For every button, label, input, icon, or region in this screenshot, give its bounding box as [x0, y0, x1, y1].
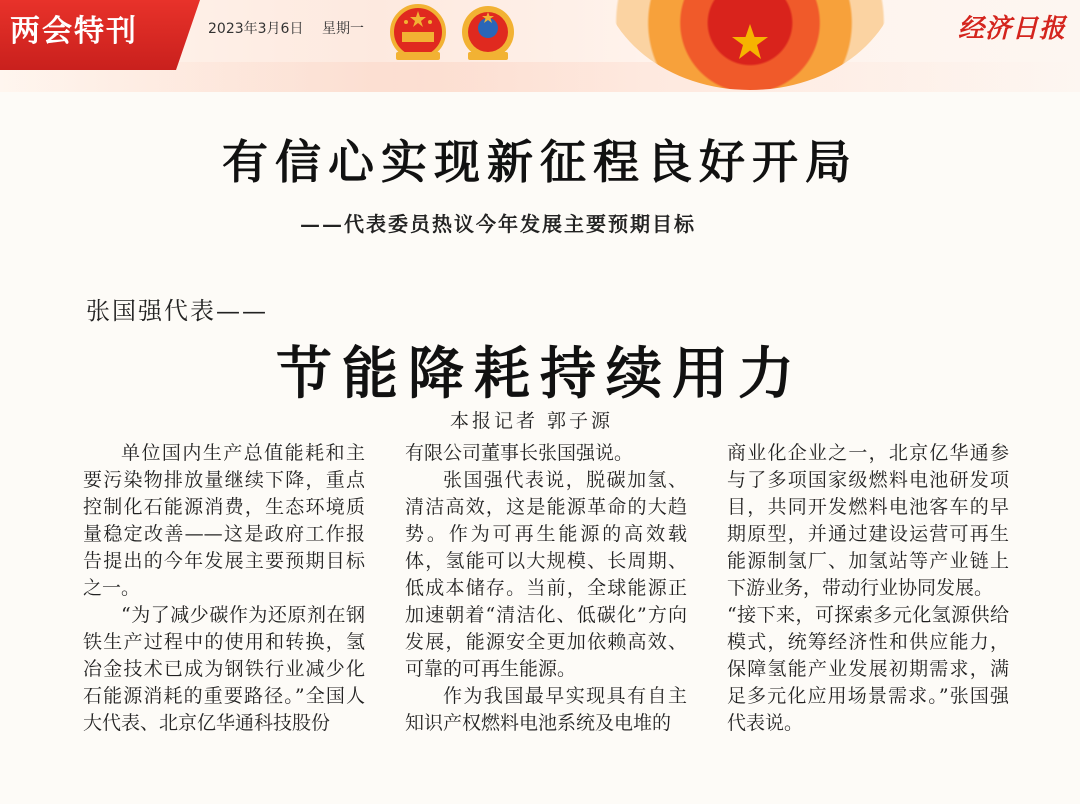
subheadline: ——代表委员热议今年发展主要预期目标 — [300, 212, 696, 236]
article-column-2 — [405, 440, 687, 737]
masthead-banner — [0, 0, 1080, 92]
national-emblem-icon — [388, 2, 448, 66]
cppcc-emblem-icon — [458, 2, 518, 66]
paragraph: “为了减少碳作为还原剂在钢铁生产过程中的使用和转换，氢冶金技术已成为钢铁行业减少化石能源消耗的重要路径。”全国人大代表、北京亿华通科技股份 — [83, 604, 365, 734]
paragraph: 商业化企业之一，北京亿华通参与了多项国家级燃料电池研发项目，共同开发燃料电池客车的早期原型，并通过建设运营可再生能源制氢厂、加氢站等产业链上下游业务，带动行业协同发展。 — [727, 442, 1009, 599]
main-headline: 有信心实现新征程良好开局 — [222, 135, 858, 189]
byline: 本报记者 郭子源 — [450, 410, 614, 432]
paragraph: 作为我国最早实现具有自主知识产权燃料电池系统及电堆的 — [405, 685, 687, 734]
paragraph: 单位国内生产总值能耗和主要污染物排放量继续下降，重点控制化石能源消费，生态环境质量稳定改善——这是政府工作报告提出的今年发展主要预期目标之一。 — [83, 442, 365, 599]
paragraph: 张国强代表说，脱碳加氢、清洁高效，这是能源革命的大趋势。作为可再生能源的高效载体，氢能可以大规模、长周期、低成本储存。当前，全球能源正加速朝着“清洁化、低碳化”方向发展，能源安全更加依赖高效、可靠的可再生能源。 — [405, 469, 687, 680]
section-name: 两会特刊 — [10, 14, 138, 49]
paragraph: 有限公司董事长张国强说。 — [405, 442, 634, 464]
speaker-label: 张国强代表—— — [86, 297, 268, 325]
article-column-1 — [83, 440, 365, 737]
article-title: 节能降耗持续用力 — [276, 341, 804, 407]
issue-weekday: 星期一 — [322, 21, 364, 37]
star-icon — [730, 22, 770, 62]
article-column-3 — [727, 440, 1009, 737]
paragraph: “接下来，可探索多元化氢源供给模式，统筹经济性和供应能力，保障氢能产业发展初期需求，满足多元化应用场景需求。”张国强代表说。 — [727, 604, 1009, 734]
issue-date: 2023年3月6日 — [208, 21, 304, 37]
newspaper-logo: 经济日报 — [958, 14, 1067, 44]
